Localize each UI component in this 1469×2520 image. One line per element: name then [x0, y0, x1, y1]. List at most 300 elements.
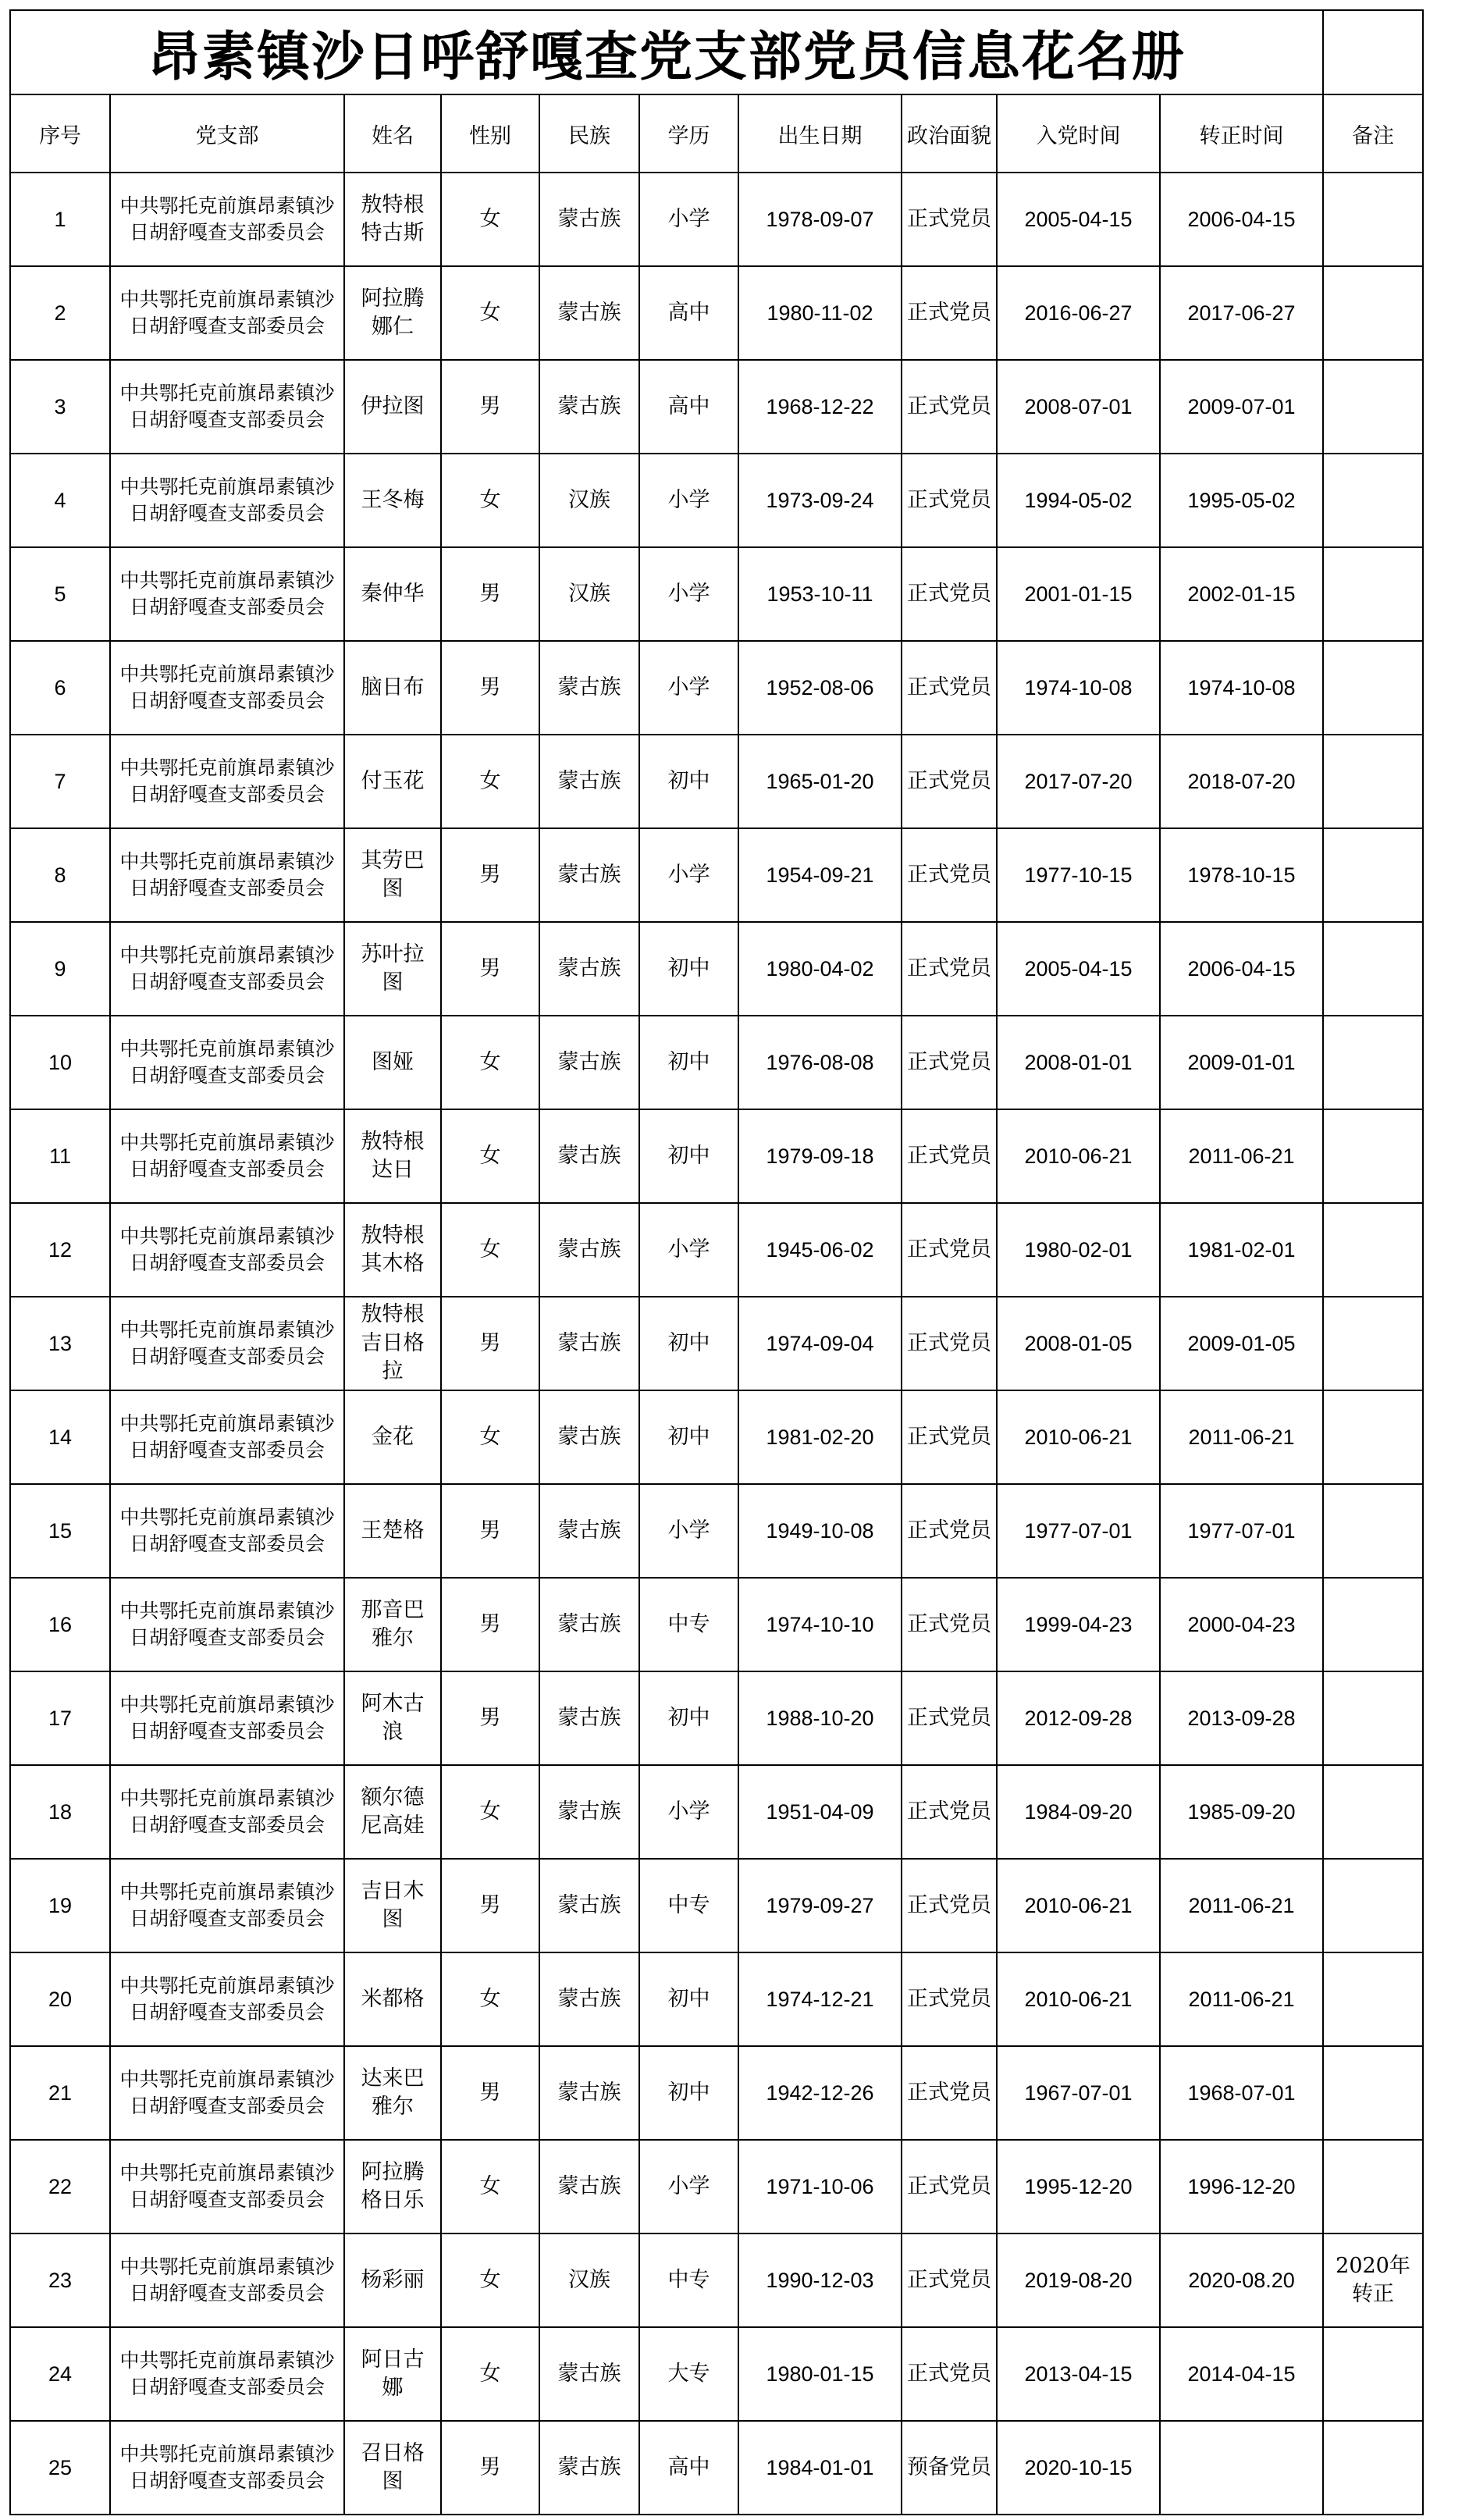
cell-seq: 9 — [10, 922, 110, 1016]
cell-notes — [1323, 266, 1423, 360]
cell-birth-date: 1951-04-09 — [738, 1765, 902, 1859]
cell-notes — [1323, 922, 1423, 1016]
cell-birth-date: 1949-10-08 — [738, 1484, 902, 1578]
cell-seq: 19 — [10, 1859, 110, 1952]
cell-confirm-date: 1968-07-01 — [1160, 2046, 1323, 2140]
cell-political-status: 正式党员 — [902, 1016, 997, 1109]
cell-gender: 男 — [441, 1859, 539, 1952]
cell-education: 初中 — [639, 1297, 738, 1390]
cell-ethnicity: 蒙古族 — [539, 1952, 639, 2046]
cell-confirm-date: 2014-04-15 — [1160, 2327, 1323, 2421]
cell-political-status: 正式党员 — [902, 173, 997, 266]
cell-name: 达来巴雅尔 — [344, 2046, 441, 2140]
cell-branch: 中共鄂托克前旗昂素镇沙日胡舒嘎查支部委员会 — [110, 922, 344, 1016]
table-row — [10, 1203, 1423, 1297]
cell-confirm-date: 2002-01-15 — [1160, 547, 1323, 641]
cell-branch: 中共鄂托克前旗昂素镇沙日胡舒嘎查支部委员会 — [110, 735, 344, 828]
cell-notes — [1323, 1484, 1423, 1578]
cell-name: 额尔德尼高娃 — [344, 1765, 441, 1859]
cell-branch: 中共鄂托克前旗昂素镇沙日胡舒嘎查支部委员会 — [110, 1671, 344, 1765]
cell-name: 敖特根吉日格拉 — [344, 1297, 441, 1390]
cell-notes — [1323, 1859, 1423, 1952]
cell-ethnicity: 蒙古族 — [539, 641, 639, 735]
cell-education: 小学 — [639, 173, 738, 266]
table-row — [10, 2046, 1423, 2140]
cell-political-status: 正式党员 — [902, 922, 997, 1016]
header-confirm-date: 转正时间 — [1160, 94, 1323, 173]
cell-confirm-date: 2009-01-05 — [1160, 1297, 1323, 1390]
cell-birth-date: 1968-12-22 — [738, 360, 902, 454]
cell-birth-date: 1974-09-04 — [738, 1297, 902, 1390]
cell-join-date: 2010-06-21 — [997, 1109, 1160, 1203]
cell-political-status: 正式党员 — [902, 454, 997, 547]
cell-branch: 中共鄂托克前旗昂素镇沙日胡舒嘎查支部委员会 — [110, 1952, 344, 2046]
cell-education: 高中 — [639, 2421, 738, 2515]
cell-name: 王楚格 — [344, 1484, 441, 1578]
cell-notes — [1323, 1671, 1423, 1765]
cell-name: 召日格图 — [344, 2421, 441, 2515]
cell-gender: 男 — [441, 1484, 539, 1578]
cell-join-date: 1994-05-02 — [997, 454, 1160, 547]
cell-join-date: 1999-04-23 — [997, 1578, 1160, 1671]
cell-education: 高中 — [639, 266, 738, 360]
cell-confirm-date: 2013-09-28 — [1160, 1671, 1323, 1765]
cell-notes — [1323, 454, 1423, 547]
cell-seq: 2 — [10, 266, 110, 360]
cell-ethnicity: 汉族 — [539, 454, 639, 547]
cell-birth-date: 1979-09-18 — [738, 1109, 902, 1203]
header-notes: 备注 — [1323, 94, 1423, 173]
table-row — [10, 641, 1423, 735]
cell-political-status: 正式党员 — [902, 641, 997, 735]
cell-notes — [1323, 1765, 1423, 1859]
table-row — [10, 266, 1423, 360]
cell-notes — [1323, 641, 1423, 735]
cell-confirm-date: 2006-04-15 — [1160, 173, 1323, 266]
cell-political-status: 正式党员 — [902, 1578, 997, 1671]
title-row — [10, 10, 1423, 94]
title-blank-cell — [1323, 10, 1423, 94]
cell-branch: 中共鄂托克前旗昂素镇沙日胡舒嘎查支部委员会 — [110, 360, 344, 454]
cell-education: 初中 — [639, 922, 738, 1016]
cell-birth-date: 1984-01-01 — [738, 2421, 902, 2515]
table-row — [10, 1390, 1423, 1484]
cell-name: 阿日古娜 — [344, 2327, 441, 2421]
cell-name: 吉日木图 — [344, 1859, 441, 1952]
cell-confirm-date: 2018-07-20 — [1160, 735, 1323, 828]
cell-political-status: 预备党员 — [902, 2421, 997, 2515]
cell-seq: 23 — [10, 2233, 110, 2327]
cell-name: 米都格 — [344, 1952, 441, 2046]
cell-seq: 3 — [10, 360, 110, 454]
cell-notes — [1323, 1578, 1423, 1671]
cell-education: 初中 — [639, 1109, 738, 1203]
header-birth-date: 出生日期 — [738, 94, 902, 173]
cell-join-date: 2005-04-15 — [997, 173, 1160, 266]
cell-birth-date: 1988-10-20 — [738, 1671, 902, 1765]
cell-birth-date: 1976-08-08 — [738, 1016, 902, 1109]
table-row — [10, 828, 1423, 922]
cell-education: 小学 — [639, 1203, 738, 1297]
cell-birth-date: 1980-01-15 — [738, 2327, 902, 2421]
cell-name: 苏叶拉图 — [344, 922, 441, 1016]
table-row — [10, 735, 1423, 828]
cell-name: 伊拉图 — [344, 360, 441, 454]
cell-branch: 中共鄂托克前旗昂素镇沙日胡舒嘎查支部委员会 — [110, 2046, 344, 2140]
cell-political-status: 正式党员 — [902, 1671, 997, 1765]
cell-birth-date: 1980-04-02 — [738, 922, 902, 1016]
table-row — [10, 1952, 1423, 2046]
cell-political-status: 正式党员 — [902, 1109, 997, 1203]
cell-gender: 男 — [441, 828, 539, 922]
cell-join-date: 2017-07-20 — [997, 735, 1160, 828]
header-name: 姓名 — [344, 94, 441, 173]
cell-branch: 中共鄂托克前旗昂素镇沙日胡舒嘎查支部委员会 — [110, 266, 344, 360]
cell-gender: 女 — [441, 1016, 539, 1109]
cell-gender: 男 — [441, 1297, 539, 1390]
cell-education: 中专 — [639, 1859, 738, 1952]
table-row — [10, 1765, 1423, 1859]
cell-branch: 中共鄂托克前旗昂素镇沙日胡舒嘎查支部委员会 — [110, 1203, 344, 1297]
cell-seq: 5 — [10, 547, 110, 641]
cell-notes — [1323, 1109, 1423, 1203]
cell-gender: 女 — [441, 1390, 539, 1484]
cell-join-date: 2013-04-15 — [997, 2327, 1160, 2421]
cell-join-date: 1980-02-01 — [997, 1203, 1160, 1297]
cell-branch: 中共鄂托克前旗昂素镇沙日胡舒嘎查支部委员会 — [110, 2233, 344, 2327]
cell-ethnicity: 蒙古族 — [539, 1765, 639, 1859]
cell-notes — [1323, 1016, 1423, 1109]
cell-confirm-date: 2006-04-15 — [1160, 922, 1323, 1016]
cell-notes — [1323, 1952, 1423, 2046]
cell-birth-date: 1942-12-26 — [738, 2046, 902, 2140]
cell-seq: 4 — [10, 454, 110, 547]
cell-confirm-date: 2020-08.20 — [1160, 2233, 1323, 2327]
cell-branch: 中共鄂托克前旗昂素镇沙日胡舒嘎查支部委员会 — [110, 1484, 344, 1578]
cell-name: 阿拉腾格日乐 — [344, 2140, 441, 2233]
table-row — [10, 2233, 1423, 2327]
cell-ethnicity: 蒙古族 — [539, 1484, 639, 1578]
cell-notes — [1323, 173, 1423, 266]
cell-birth-date: 1945-06-02 — [738, 1203, 902, 1297]
cell-branch: 中共鄂托克前旗昂素镇沙日胡舒嘎查支部委员会 — [110, 547, 344, 641]
cell-confirm-date: 1977-07-01 — [1160, 1484, 1323, 1578]
cell-seq: 21 — [10, 2046, 110, 2140]
cell-education: 小学 — [639, 1765, 738, 1859]
cell-education: 初中 — [639, 1016, 738, 1109]
cell-gender: 女 — [441, 2233, 539, 2327]
cell-political-status: 正式党员 — [902, 547, 997, 641]
cell-join-date: 2020-10-15 — [997, 2421, 1160, 2515]
cell-join-date: 2008-07-01 — [997, 360, 1160, 454]
table-row — [10, 1109, 1423, 1203]
cell-branch: 中共鄂托克前旗昂素镇沙日胡舒嘎查支部委员会 — [110, 173, 344, 266]
table-row — [10, 2421, 1423, 2515]
cell-political-status: 正式党员 — [902, 735, 997, 828]
cell-branch: 中共鄂托克前旗昂素镇沙日胡舒嘎查支部委员会 — [110, 641, 344, 735]
table-row — [10, 547, 1423, 641]
table-row — [10, 1578, 1423, 1671]
cell-birth-date: 1978-09-07 — [738, 173, 902, 266]
cell-notes — [1323, 2046, 1423, 2140]
cell-seq: 16 — [10, 1578, 110, 1671]
cell-confirm-date: 2011-06-21 — [1160, 1859, 1323, 1952]
cell-notes — [1323, 2140, 1423, 2233]
cell-gender: 女 — [441, 2140, 539, 2233]
cell-political-status: 正式党员 — [902, 2233, 997, 2327]
cell-name: 脑日布 — [344, 641, 441, 735]
cell-ethnicity: 蒙古族 — [539, 173, 639, 266]
cell-gender: 女 — [441, 1109, 539, 1203]
cell-birth-date: 1981-02-20 — [738, 1390, 902, 1484]
cell-join-date: 1984-09-20 — [997, 1765, 1160, 1859]
cell-gender: 女 — [441, 173, 539, 266]
cell-ethnicity: 蒙古族 — [539, 1016, 639, 1109]
cell-confirm-date: 2017-06-27 — [1160, 266, 1323, 360]
table-row — [10, 922, 1423, 1016]
cell-ethnicity: 蒙古族 — [539, 828, 639, 922]
cell-name: 阿木古浪 — [344, 1671, 441, 1765]
cell-notes — [1323, 1390, 1423, 1484]
cell-confirm-date: 2011-06-21 — [1160, 1952, 1323, 2046]
cell-seq: 12 — [10, 1203, 110, 1297]
cell-name: 敖特根达日 — [344, 1109, 441, 1203]
cell-political-status: 正式党员 — [902, 266, 997, 360]
cell-name: 敖特根其木格 — [344, 1203, 441, 1297]
cell-ethnicity: 蒙古族 — [539, 2327, 639, 2421]
table-row — [10, 360, 1423, 454]
cell-name: 其劳巴图 — [344, 828, 441, 922]
cell-political-status: 正式党员 — [902, 2046, 997, 2140]
cell-seq: 6 — [10, 641, 110, 735]
table-row — [10, 2327, 1423, 2421]
cell-seq: 17 — [10, 1671, 110, 1765]
cell-seq: 15 — [10, 1484, 110, 1578]
cell-seq: 13 — [10, 1297, 110, 1390]
cell-gender: 女 — [441, 1765, 539, 1859]
cell-join-date: 2008-01-05 — [997, 1297, 1160, 1390]
cell-join-date: 2010-06-21 — [997, 1390, 1160, 1484]
cell-birth-date: 1954-09-21 — [738, 828, 902, 922]
cell-confirm-date: 1974-10-08 — [1160, 641, 1323, 735]
cell-confirm-date: 2011-06-21 — [1160, 1390, 1323, 1484]
cell-join-date: 2005-04-15 — [997, 922, 1160, 1016]
cell-birth-date: 1980-11-02 — [738, 266, 902, 360]
cell-branch: 中共鄂托克前旗昂素镇沙日胡舒嘎查支部委员会 — [110, 1765, 344, 1859]
cell-political-status: 正式党员 — [902, 2327, 997, 2421]
cell-gender: 男 — [441, 2046, 539, 2140]
cell-name: 杨彩丽 — [344, 2233, 441, 2327]
cell-confirm-date — [1160, 2421, 1323, 2515]
cell-gender: 女 — [441, 2327, 539, 2421]
cell-gender: 男 — [441, 922, 539, 1016]
cell-seq: 8 — [10, 828, 110, 922]
cell-ethnicity: 蒙古族 — [539, 2140, 639, 2233]
table-row — [10, 1859, 1423, 1952]
cell-birth-date: 1973-09-24 — [738, 454, 902, 547]
cell-political-status: 正式党员 — [902, 2140, 997, 2233]
cell-education: 中专 — [639, 1578, 738, 1671]
cell-ethnicity: 蒙古族 — [539, 360, 639, 454]
header-seq: 序号 — [10, 94, 110, 173]
cell-branch: 中共鄂托克前旗昂素镇沙日胡舒嘎查支部委员会 — [110, 1578, 344, 1671]
cell-join-date: 1977-07-01 — [997, 1484, 1160, 1578]
cell-gender: 女 — [441, 454, 539, 547]
cell-join-date: 1995-12-20 — [997, 2140, 1160, 2233]
cell-gender: 男 — [441, 2421, 539, 2515]
cell-branch: 中共鄂托克前旗昂素镇沙日胡舒嘎查支部委员会 — [110, 454, 344, 547]
cell-ethnicity: 蒙古族 — [539, 266, 639, 360]
cell-seq: 10 — [10, 1016, 110, 1109]
cell-confirm-date: 1985-09-20 — [1160, 1765, 1323, 1859]
cell-ethnicity: 蒙古族 — [539, 1203, 639, 1297]
cell-political-status: 正式党员 — [902, 1859, 997, 1952]
cell-political-status: 正式党员 — [902, 1765, 997, 1859]
cell-notes: 2020年转正 — [1323, 2233, 1423, 2327]
cell-join-date: 1974-10-08 — [997, 641, 1160, 735]
cell-ethnicity: 蒙古族 — [539, 922, 639, 1016]
cell-political-status: 正式党员 — [902, 360, 997, 454]
cell-ethnicity: 蒙古族 — [539, 1859, 639, 1952]
cell-join-date: 2016-06-27 — [997, 266, 1160, 360]
cell-political-status: 正式党员 — [902, 828, 997, 922]
cell-name: 王冬梅 — [344, 454, 441, 547]
cell-seq: 25 — [10, 2421, 110, 2515]
cell-branch: 中共鄂托克前旗昂素镇沙日胡舒嘎查支部委员会 — [110, 828, 344, 922]
cell-ethnicity: 蒙古族 — [539, 1578, 639, 1671]
cell-gender: 男 — [441, 360, 539, 454]
cell-branch: 中共鄂托克前旗昂素镇沙日胡舒嘎查支部委员会 — [110, 2421, 344, 2515]
cell-ethnicity: 汉族 — [539, 547, 639, 641]
table-row — [10, 2140, 1423, 2233]
table-row — [10, 1297, 1423, 1390]
cell-political-status: 正式党员 — [902, 1952, 997, 2046]
cell-confirm-date: 2011-06-21 — [1160, 1109, 1323, 1203]
cell-name: 那音巴雅尔 — [344, 1578, 441, 1671]
header-education: 学历 — [639, 94, 738, 173]
cell-education: 初中 — [639, 1952, 738, 2046]
header-ethnicity: 民族 — [539, 94, 639, 173]
cell-seq: 22 — [10, 2140, 110, 2233]
cell-ethnicity: 蒙古族 — [539, 1297, 639, 1390]
cell-branch: 中共鄂托克前旗昂素镇沙日胡舒嘎查支部委员会 — [110, 1297, 344, 1390]
cell-education: 小学 — [639, 828, 738, 922]
cell-name: 金花 — [344, 1390, 441, 1484]
cell-ethnicity: 蒙古族 — [539, 2046, 639, 2140]
header-political-status: 政治面貌 — [902, 94, 997, 173]
table-row — [10, 1016, 1423, 1109]
cell-birth-date: 1971-10-06 — [738, 2140, 902, 2233]
table-row — [10, 1484, 1423, 1578]
cell-notes — [1323, 1297, 1423, 1390]
cell-ethnicity: 蒙古族 — [539, 1671, 639, 1765]
cell-branch: 中共鄂托克前旗昂素镇沙日胡舒嘎查支部委员会 — [110, 2140, 344, 2233]
cell-seq: 7 — [10, 735, 110, 828]
cell-education: 初中 — [639, 2046, 738, 2140]
cell-gender: 男 — [441, 547, 539, 641]
cell-branch: 中共鄂托克前旗昂素镇沙日胡舒嘎查支部委员会 — [110, 1859, 344, 1952]
cell-ethnicity: 蒙古族 — [539, 1109, 639, 1203]
cell-gender: 女 — [441, 266, 539, 360]
cell-name: 付玉花 — [344, 735, 441, 828]
cell-ethnicity: 汉族 — [539, 2233, 639, 2327]
table-row — [10, 1671, 1423, 1765]
cell-name: 阿拉腾娜仁 — [344, 266, 441, 360]
cell-seq: 11 — [10, 1109, 110, 1203]
header-gender: 性别 — [441, 94, 539, 173]
cell-branch: 中共鄂托克前旗昂素镇沙日胡舒嘎查支部委员会 — [110, 1390, 344, 1484]
cell-gender: 男 — [441, 1578, 539, 1671]
cell-branch: 中共鄂托克前旗昂素镇沙日胡舒嘎查支部委员会 — [110, 2327, 344, 2421]
cell-birth-date: 1974-10-10 — [738, 1578, 902, 1671]
cell-political-status: 正式党员 — [902, 1203, 997, 1297]
cell-name: 秦仲华 — [344, 547, 441, 641]
cell-seq: 1 — [10, 173, 110, 266]
cell-seq: 20 — [10, 1952, 110, 2046]
cell-birth-date: 1953-10-11 — [738, 547, 902, 641]
cell-political-status: 正式党员 — [902, 1297, 997, 1390]
cell-join-date: 2010-06-21 — [997, 1952, 1160, 2046]
cell-name: 敖特根特古斯 — [344, 173, 441, 266]
cell-join-date: 2001-01-15 — [997, 547, 1160, 641]
cell-notes — [1323, 2421, 1423, 2515]
cell-notes — [1323, 2327, 1423, 2421]
cell-ethnicity: 蒙古族 — [539, 2421, 639, 2515]
cell-gender: 女 — [441, 735, 539, 828]
cell-ethnicity: 蒙古族 — [539, 735, 639, 828]
cell-political-status: 正式党员 — [902, 1484, 997, 1578]
header-branch: 党支部 — [110, 94, 344, 173]
cell-branch: 中共鄂托克前旗昂素镇沙日胡舒嘎查支部委员会 — [110, 1016, 344, 1109]
cell-confirm-date: 1978-10-15 — [1160, 828, 1323, 922]
cell-education: 初中 — [639, 1390, 738, 1484]
cell-birth-date: 1952-08-06 — [738, 641, 902, 735]
cell-education: 小学 — [639, 641, 738, 735]
cell-name: 图娅 — [344, 1016, 441, 1109]
column-header-row — [10, 94, 1423, 173]
cell-notes — [1323, 1203, 1423, 1297]
cell-education: 初中 — [639, 735, 738, 828]
cell-confirm-date: 2009-01-01 — [1160, 1016, 1323, 1109]
cell-notes — [1323, 360, 1423, 454]
cell-join-date: 2019-08-20 — [997, 2233, 1160, 2327]
cell-gender: 男 — [441, 641, 539, 735]
cell-seq: 18 — [10, 1765, 110, 1859]
cell-notes — [1323, 735, 1423, 828]
cell-education: 小学 — [639, 1484, 738, 1578]
cell-birth-date: 1974-12-21 — [738, 1952, 902, 2046]
cell-education: 初中 — [639, 1671, 738, 1765]
cell-confirm-date: 2000-04-23 — [1160, 1578, 1323, 1671]
document-title: 昂素镇沙日呼舒嘎查党支部党员信息花名册 — [10, 10, 1323, 94]
cell-join-date: 2012-09-28 — [997, 1671, 1160, 1765]
cell-join-date: 1967-07-01 — [997, 2046, 1160, 2140]
member-roster-table — [9, 9, 1424, 2515]
cell-seq: 14 — [10, 1390, 110, 1484]
cell-join-date: 1977-10-15 — [997, 828, 1160, 922]
table-row — [10, 173, 1423, 266]
cell-join-date: 2008-01-01 — [997, 1016, 1160, 1109]
header-join-date: 入党时间 — [997, 94, 1160, 173]
cell-education: 大专 — [639, 2327, 738, 2421]
cell-education: 高中 — [639, 360, 738, 454]
table-row — [10, 454, 1423, 547]
cell-notes — [1323, 828, 1423, 922]
cell-confirm-date: 1995-05-02 — [1160, 454, 1323, 547]
cell-confirm-date: 1981-02-01 — [1160, 1203, 1323, 1297]
cell-gender: 女 — [441, 1952, 539, 2046]
cell-gender: 男 — [441, 1671, 539, 1765]
